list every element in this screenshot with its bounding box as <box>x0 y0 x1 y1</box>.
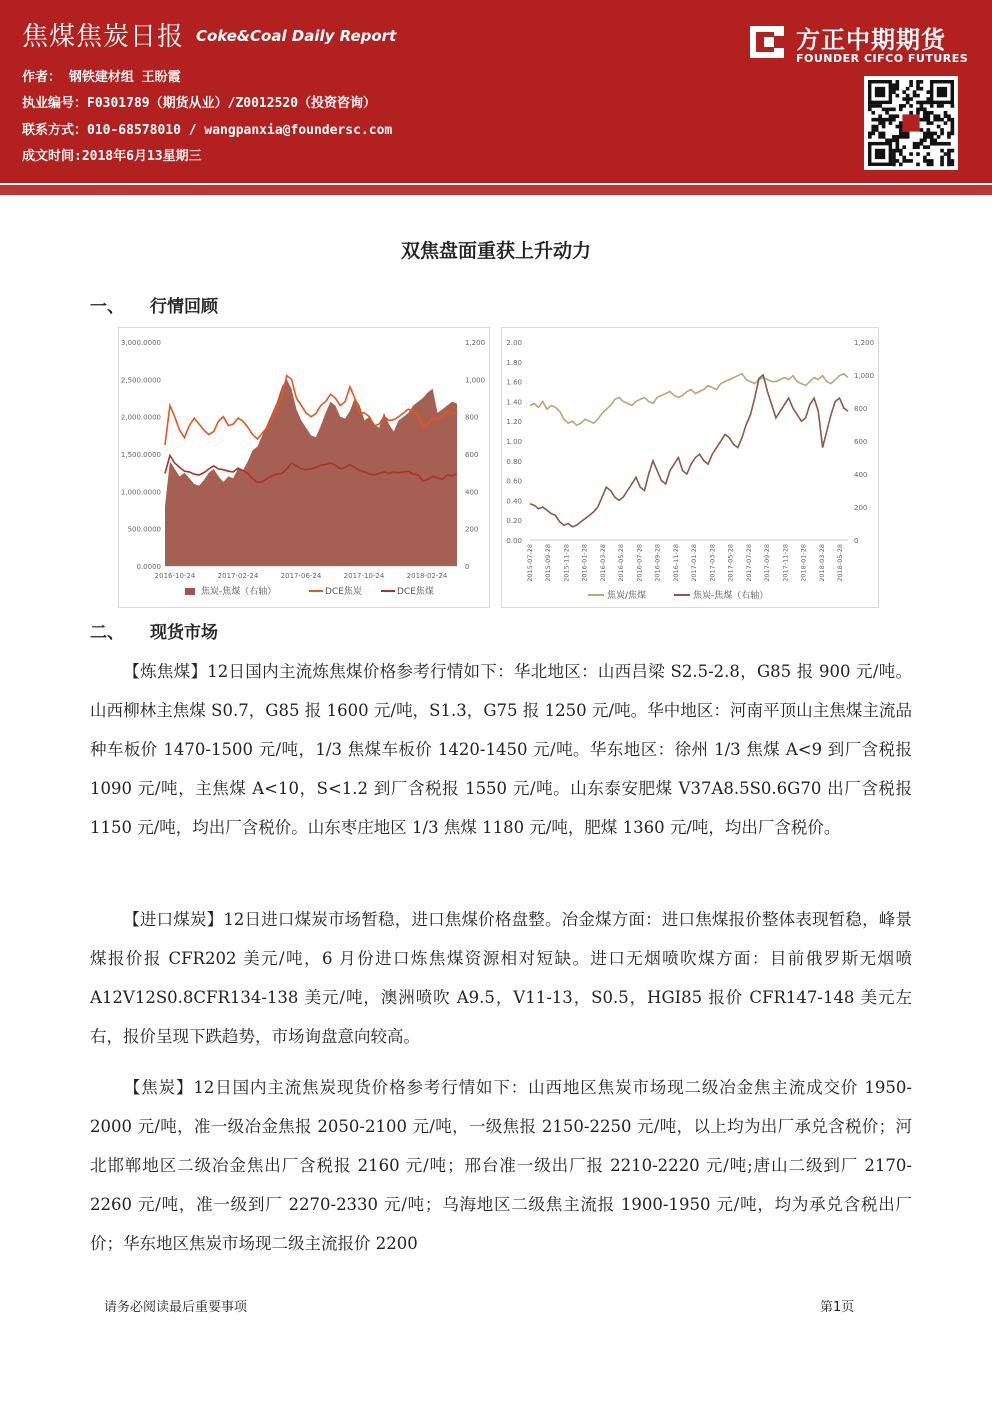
y-tick-label-left: 2,000.0000 <box>120 413 161 422</box>
author-line: 作者： 钢铁建材组 王盼霞 <box>22 70 181 85</box>
qr-module <box>896 145 900 149</box>
qr-module <box>940 128 944 132</box>
qr-module <box>926 159 930 163</box>
qr-module <box>916 83 920 87</box>
y-tick-label-right: 800 <box>854 405 868 413</box>
qr-module <box>947 132 951 136</box>
qr-module <box>913 142 917 146</box>
x-tick-label: 2018-05-28 <box>836 544 844 582</box>
section-title: 行情回顾 <box>150 297 218 317</box>
y-tick-label-left: 0.60 <box>506 477 522 486</box>
qr-module <box>916 145 920 149</box>
qr-module <box>882 125 886 129</box>
report-title: 焦煤焦炭日报 <box>22 22 185 52</box>
qr-module <box>920 142 924 146</box>
qr-module <box>885 138 889 142</box>
y-tick-label-left: 1,500.0000 <box>120 451 161 459</box>
qr-module <box>923 138 927 142</box>
brand-name-en: FOUNDER CIFCO FUTURES <box>796 52 969 65</box>
qr-module <box>933 142 937 146</box>
y-tick-label-right: 1,200 <box>854 339 875 347</box>
y-tick-label-left: 1.40 <box>506 398 522 407</box>
qr-module <box>896 83 900 87</box>
paragraph-import-coal <box>90 900 912 1056</box>
y-tick-label-right: 1,000 <box>854 372 875 380</box>
qr-module <box>937 114 941 118</box>
qr-module <box>896 87 900 91</box>
y-tick-label-left: 0.00 <box>506 537 522 545</box>
legend-label: 焦炭-焦煤（右轴） <box>693 591 769 601</box>
x-tick-label: 2017-05-28 <box>726 544 735 582</box>
qr-module <box>926 114 930 118</box>
qr-module <box>926 101 930 105</box>
y-tick-label-left: 0.20 <box>506 517 522 526</box>
qr-module <box>947 118 951 122</box>
x-tick-label: 2016-05-28 <box>617 544 626 582</box>
qr-module <box>909 83 913 87</box>
qr-module <box>940 118 944 122</box>
qr-module <box>920 101 924 105</box>
series-area-spread <box>165 379 457 566</box>
qr-module <box>937 142 941 146</box>
y-tick-label-left: 1.80 <box>506 358 522 367</box>
qr-module <box>899 104 903 108</box>
qr-module <box>930 111 934 115</box>
qr-module <box>913 145 917 149</box>
qr-module <box>926 90 930 94</box>
qr-module <box>909 80 913 84</box>
qr-module <box>923 118 927 122</box>
qr-module <box>896 142 900 146</box>
qr-module <box>878 135 882 139</box>
qr-module <box>892 152 896 156</box>
qr-module <box>889 108 893 112</box>
qr-module <box>930 121 934 125</box>
qr-module <box>892 138 896 142</box>
qr-module <box>906 159 910 163</box>
qr-module <box>899 135 903 139</box>
qr-module <box>937 104 941 108</box>
y-tick-label-right: 1,200 <box>465 339 486 347</box>
y-tick-label-left: 2.00 <box>506 339 522 347</box>
y-tick-label-left: 0.0000 <box>136 563 161 571</box>
x-tick-label: 2017-11-28 <box>781 544 790 582</box>
qr-module <box>906 97 910 101</box>
x-tick-label: 2017-09-28 <box>763 544 772 582</box>
qr-module <box>868 135 872 139</box>
legend-swatch <box>185 588 195 595</box>
qr-module <box>896 114 900 118</box>
qr-module <box>902 132 906 136</box>
qr-module <box>947 156 951 160</box>
qr-module <box>923 159 927 163</box>
qr-module <box>902 90 906 94</box>
qr-module <box>892 108 896 112</box>
qr-module <box>889 121 893 125</box>
qr-module <box>892 156 896 160</box>
qr-module <box>909 159 913 163</box>
qr-module <box>940 149 944 153</box>
section-heading-1 <box>90 292 218 317</box>
y-tick-label-right: 600 <box>854 438 868 446</box>
qr-finder <box>937 87 947 97</box>
y-tick-label-right: 0 <box>854 537 859 545</box>
qr-module <box>906 101 910 105</box>
paragraph-text: 【炼焦煤】12日国内主流炼焦煤价格参考行情如下：华北地区：山西吕梁 S2.5-2.8，G85 报 900 元/吨。山西柳林主焦煤 S0.7，G85 报 1600 元/吨，S1.3，G75 报 1250 元/吨。华中地区：河南平顶山主焦煤主流品种车板价 1470-1500 元/吨，1/3 焦煤车板价 1420-1450 元/吨。华东地区：徐州 1/3 焦煤 A<9 到厂含税报 1090 元/吨，主焦煤 A<10，S<1.2 到厂含税报 1550 元/吨。山东泰安肥煤 V37A8.5S0.6G70 出厂含税报 1150 元/吨，均出厂含税价。山东枣庄地区 1/3 焦煤 1180 元/吨，肥煤 1360 元/吨，均出厂含税价。 <box>90 662 912 837</box>
qr-module <box>923 156 927 160</box>
qr-module <box>916 152 920 156</box>
qr-module <box>878 118 882 122</box>
qr-module <box>947 114 951 118</box>
section-number: 二、 <box>90 623 124 643</box>
qr-module <box>920 138 924 142</box>
x-tick-label: 2016-09-28 <box>653 544 662 582</box>
qr-module <box>951 118 955 122</box>
report-header <box>0 0 992 183</box>
qr-module <box>947 159 951 163</box>
qr-module <box>933 132 937 136</box>
qr-module <box>940 104 944 108</box>
qr-module <box>916 101 920 105</box>
qr-module <box>940 156 944 160</box>
qr-module <box>871 118 875 122</box>
qr-module <box>906 87 910 91</box>
qr-module <box>926 145 930 149</box>
paragraph-coking-coal <box>90 652 912 847</box>
qr-module <box>937 135 941 139</box>
y-tick-label-left: 3,000.0000 <box>120 339 161 347</box>
qr-module <box>885 118 889 122</box>
qr-module <box>882 121 886 125</box>
qr-finder <box>875 87 885 97</box>
y-tick-label-left: 0.80 <box>506 457 522 466</box>
y-tick-label-left: 2,500.0000 <box>120 376 161 385</box>
qr-module <box>930 104 934 108</box>
qr-module <box>920 87 924 91</box>
qr-module <box>916 80 920 84</box>
qr-module <box>944 152 948 156</box>
qr-module <box>920 108 924 112</box>
x-tick-label: 2016-07-28 <box>635 544 644 582</box>
x-tick-label: 2017-01-28 <box>690 544 699 582</box>
qr-module <box>933 114 937 118</box>
x-tick-label: 2018-02-24 <box>406 572 448 580</box>
y-tick-label-right: 400 <box>465 488 479 497</box>
qr-module <box>875 104 879 108</box>
series-line-ratio <box>530 374 848 426</box>
qr-finder <box>875 149 885 159</box>
qr-module <box>944 111 948 115</box>
qr-module <box>885 111 889 115</box>
qr-module <box>940 163 944 167</box>
x-tick-label: 2015-07-28 <box>526 544 534 582</box>
qr-module <box>892 114 896 118</box>
qr-module <box>944 114 948 118</box>
chart-coke-coal-ratio <box>501 327 879 608</box>
y-tick-label-right: 600 <box>465 451 479 459</box>
y-tick-label-left: 1.00 <box>506 438 522 446</box>
qr-module <box>916 163 920 167</box>
qr-module <box>878 121 882 125</box>
qr-module <box>947 149 951 153</box>
qr-module <box>923 108 927 112</box>
header-divider <box>0 185 992 195</box>
y-tick-label-right: 0 <box>465 563 470 571</box>
qr-module <box>899 149 903 153</box>
qr-module <box>909 104 913 108</box>
qr-module <box>951 149 955 153</box>
legend-label: DCE焦炭 <box>325 587 362 597</box>
qr-module <box>878 132 882 136</box>
qr-module <box>926 118 930 122</box>
qr-module <box>868 132 872 136</box>
qr-module <box>920 128 924 132</box>
qr-module <box>923 145 927 149</box>
qr-module <box>913 94 917 98</box>
qr-module <box>951 121 955 125</box>
qr-module <box>947 163 951 167</box>
x-tick-label: 2015-11-28 <box>562 544 571 582</box>
qr-module <box>951 128 955 132</box>
document-title: 双焦盘面重获上升动力 <box>400 240 591 262</box>
qr-module <box>947 135 951 139</box>
qr-module <box>868 104 872 108</box>
paragraph-text: 【进口煤炭】12日进口煤炭市场暂稳，进口焦煤价格盘整。冶金煤方面：进口焦煤报价整体表现暂稳，峰景煤报价报 CFR202 美元/吨，6 月份进口炼焦煤资源相对短缺。进口无烟喷吹煤方面：目前俄罗斯无烟喷 A12V12S0.8CFR134-138 美元/吨，澳洲喷吹 A9.5，V11-13，S0.5，HGI85 报价 CFR147-148 美元左右，报价呈现下跌趋势，市场询盘意向较高。 <box>90 910 912 1046</box>
qr-module <box>926 121 930 125</box>
x-tick-label: 2016-01-28 <box>580 544 589 582</box>
qr-module <box>882 132 886 136</box>
qr-module <box>906 135 910 139</box>
x-tick-label: 2017-03-28 <box>708 544 717 582</box>
brand-mark-icon <box>746 22 788 62</box>
chart2-svg <box>502 328 878 607</box>
y-tick-label-left: 500.0000 <box>127 525 161 534</box>
qr-module <box>944 121 948 125</box>
qr-module <box>909 97 913 101</box>
qr-module <box>933 138 937 142</box>
qr-module <box>899 128 903 132</box>
qr-module <box>896 159 900 163</box>
qr-module <box>916 108 920 112</box>
qr-module <box>889 138 893 142</box>
qr-module <box>899 125 903 129</box>
section-heading-2 <box>90 618 218 643</box>
qr-module <box>947 142 951 146</box>
qr-module <box>871 104 875 108</box>
qr-module <box>906 94 910 98</box>
qr-module <box>868 108 872 112</box>
y-tick-label-left: 1.60 <box>506 378 522 387</box>
qr-code <box>864 76 958 170</box>
qr-module <box>944 142 948 146</box>
qr-module <box>920 104 924 108</box>
qr-module <box>892 90 896 94</box>
qr-module <box>930 132 934 136</box>
qr-module <box>937 125 941 129</box>
qr-module <box>951 132 955 136</box>
qr-module <box>951 104 955 108</box>
footer-disclaimer: 请务必阅读最后重要事项 <box>104 1300 248 1315</box>
legend-label: DCE焦煤 <box>397 587 434 597</box>
qr-module <box>906 132 910 136</box>
x-tick-label: 2016-11-28 <box>671 544 680 582</box>
qr-module <box>902 135 906 139</box>
qr-module <box>896 138 900 142</box>
qr-module <box>916 142 920 146</box>
qr-module <box>871 125 875 129</box>
qr-module <box>937 118 941 122</box>
qr-module <box>875 128 879 132</box>
qr-module <box>916 111 920 115</box>
qr-module <box>926 132 930 136</box>
x-tick-label: 2018-03-28 <box>817 544 826 582</box>
qr-module <box>930 142 934 146</box>
qr-module <box>892 163 896 167</box>
qr-module <box>871 128 875 132</box>
qr-module <box>933 118 937 122</box>
qr-module <box>923 135 927 139</box>
qr-module <box>902 156 906 160</box>
qr-module <box>878 104 882 108</box>
date-line: 成文时间:2018年6月13星期三 <box>22 149 202 164</box>
x-tick-label: 2017-07-28 <box>744 544 753 582</box>
qr-module <box>902 97 906 101</box>
qr-module <box>930 135 934 139</box>
qr-module <box>878 114 882 118</box>
qr-module <box>892 159 896 163</box>
qr-module <box>926 97 930 101</box>
qr-module <box>882 135 886 139</box>
qr-module <box>875 118 879 122</box>
chart-coke-coal-price <box>118 327 490 608</box>
x-tick-label: 2017-10-24 <box>343 572 385 580</box>
section-title: 现货市场 <box>150 623 218 643</box>
qr-module <box>892 135 896 139</box>
qr-module <box>920 80 924 84</box>
qr-module <box>889 118 893 122</box>
qr-module <box>896 125 900 129</box>
brand-name-cn: 方正中期期货 <box>796 26 946 54</box>
qr-module <box>951 159 955 163</box>
qr-module <box>902 104 906 108</box>
qr-module <box>920 118 924 122</box>
y-tick-label-right: 400 <box>854 471 868 479</box>
qr-module <box>896 94 900 98</box>
qr-module <box>923 101 927 105</box>
chart1-svg <box>119 328 489 607</box>
qr-module <box>916 87 920 91</box>
qr-module <box>926 135 930 139</box>
qr-module <box>951 163 955 167</box>
qr-module <box>909 111 913 115</box>
paragraph-text: 【焦炭】12日国内主流焦炭现货价格参考行情如下：山西地区焦炭市场现二级冶金焦主流成交价 1950-2000 元/吨，准一级冶金焦报 2050-2100 元/吨，一级焦报 2150-2250 元/吨，以上均为出厂承兑含税价；河北邯郸地区二级冶金焦出厂含税报 2160 元/吨；邢台准一级出厂报 2210-2220 元/吨;唐山二级到厂 2170-2260 元/吨，准一级到厂 2270-2330 元/吨；乌海地区二级焦主流报 1900-1950 元/吨，均为承兑含税出厂价；华东地区焦炭市场现二级主流报价 2200 <box>90 1078 912 1253</box>
qr-module <box>882 118 886 122</box>
series-line-spread <box>530 375 848 527</box>
x-tick-label: 2015-09-28 <box>544 544 553 582</box>
y-tick-label-left: 1.20 <box>506 418 522 427</box>
qr-module <box>930 159 934 163</box>
qr-module <box>899 152 903 156</box>
qr-module <box>926 163 930 167</box>
qr-module <box>889 114 893 118</box>
y-tick-label-right: 800 <box>465 413 479 422</box>
qr-module <box>882 108 886 112</box>
footer-page-number: 第1页 <box>820 1300 855 1315</box>
qr-module <box>923 132 927 136</box>
x-tick-label: 2018-01-28 <box>799 544 808 582</box>
qr-module <box>896 80 900 84</box>
y-tick-label-left: 0.40 <box>506 497 522 506</box>
x-tick-label: 2016-10-24 <box>154 572 196 580</box>
qr-module <box>926 152 930 156</box>
qr-module <box>899 132 903 136</box>
qr-module <box>940 159 944 163</box>
qr-module <box>871 132 875 136</box>
qr-module <box>926 128 930 132</box>
qr-module <box>916 94 920 98</box>
qr-module <box>885 108 889 112</box>
y-tick-label-right: 200 <box>465 525 479 534</box>
qr-module <box>923 114 927 118</box>
qr-module <box>892 83 896 87</box>
qr-module <box>892 149 896 153</box>
x-tick-label: 2017-06-24 <box>280 572 322 580</box>
qr-module <box>871 111 875 115</box>
brand-logo <box>746 20 974 70</box>
qr-module <box>940 142 944 146</box>
x-tick-label: 2016-03-28 <box>598 544 607 582</box>
report-title-en: Coke&Coal Daily Report <box>196 27 397 45</box>
qr-module <box>896 149 900 153</box>
qr-module <box>899 163 903 167</box>
qr-module <box>899 121 903 125</box>
qr-module <box>892 87 896 91</box>
qr-module <box>899 108 903 112</box>
qr-module <box>902 159 906 163</box>
legend-label: 焦炭/焦煤 <box>607 591 647 601</box>
y-tick-label-left: 1,000.0000 <box>120 488 161 497</box>
qr-module <box>930 163 934 167</box>
qr-module <box>947 152 951 156</box>
qr-center-logo <box>902 114 919 131</box>
qr-module <box>892 118 896 122</box>
paragraph-coke <box>90 1068 912 1263</box>
qr-module <box>875 125 879 129</box>
qr-module <box>951 125 955 129</box>
qr-module <box>926 111 930 115</box>
qr-module <box>896 135 900 139</box>
qr-module <box>940 132 944 136</box>
qr-module <box>902 145 906 149</box>
contact-line: 联系方式：010-68578010 / wangpanxia@foundersc.com <box>22 123 393 138</box>
x-tick-label: 2017-02-24 <box>217 572 259 580</box>
qr-module <box>909 152 913 156</box>
qr-module <box>913 90 917 94</box>
section-number: 一、 <box>90 297 124 317</box>
qr-module <box>930 138 934 142</box>
y-tick-label-right: 1,000 <box>465 376 486 385</box>
legend-label: 焦炭-焦煤（右轴） <box>201 587 277 597</box>
qr-module <box>923 111 927 115</box>
y-tick-label-right: 200 <box>854 504 868 512</box>
license-line: 执业编号：F0301789（期货从业）/Z0012520（投资咨询） <box>22 96 377 111</box>
